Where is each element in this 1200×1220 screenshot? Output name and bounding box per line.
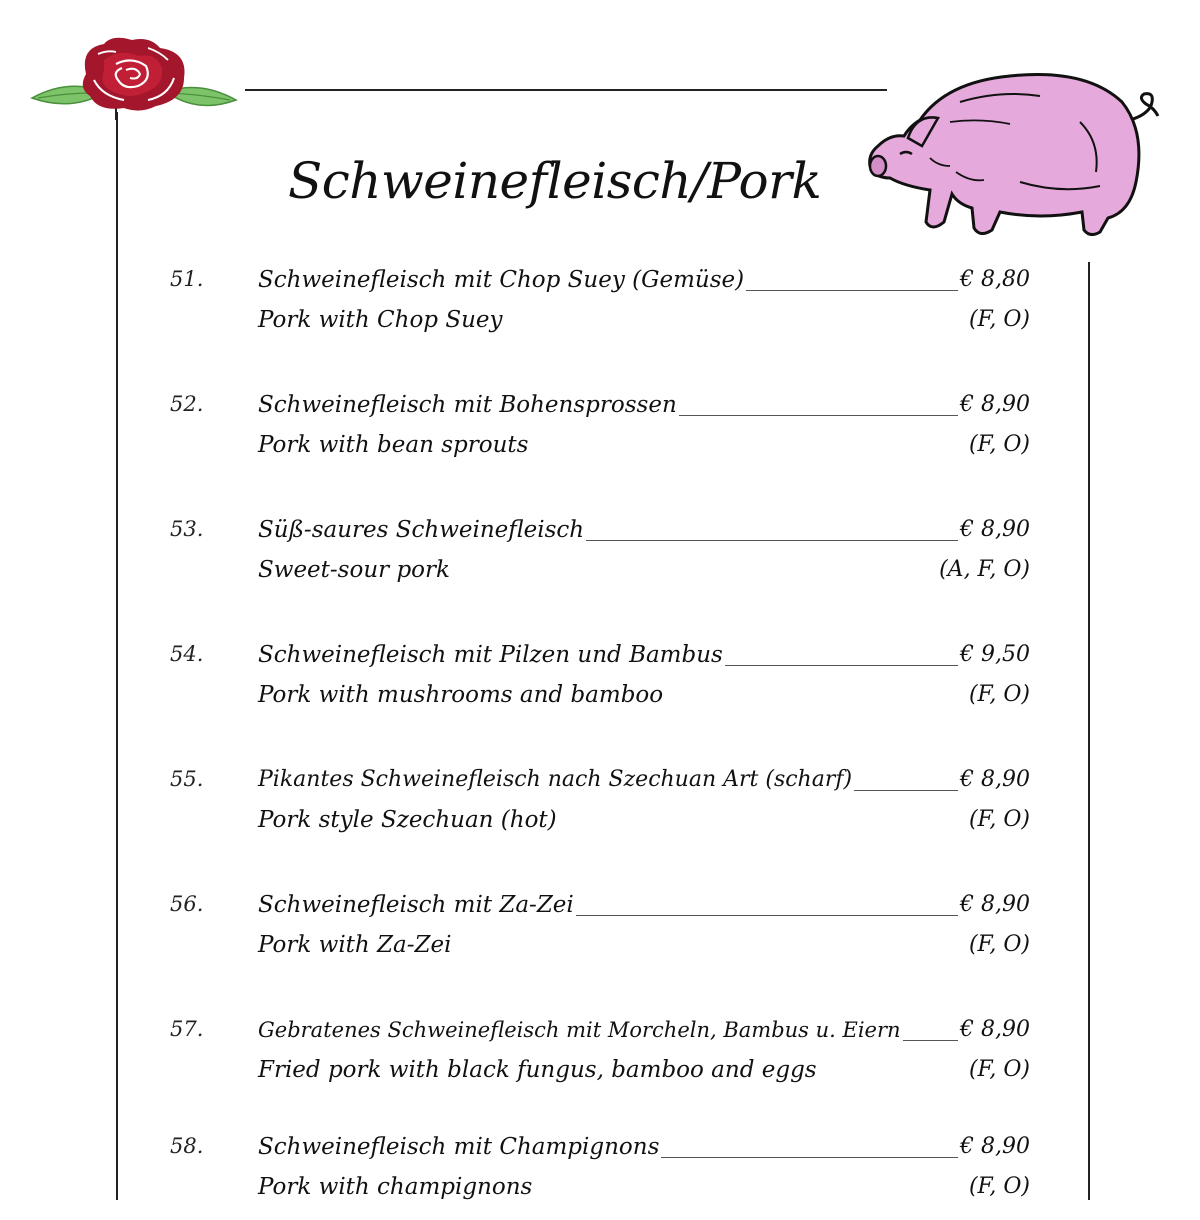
item-number: 58. [170,1134,204,1158]
item-number: 52. [170,392,204,416]
item-line-german [258,513,1030,545]
menu-item [0,513,1200,603]
menu-item [0,888,1200,978]
item-number: 55. [170,767,204,791]
item-name-german: Schweinefleisch mit Chop Suey (Gemüse) [258,267,745,293]
item-price: € 8,90 [960,892,1030,917]
item-number: 51. [170,267,204,291]
item-name-german: Schweinefleisch mit Bohensprossen [258,392,677,418]
item-line-german [258,638,1030,670]
item-line-english [258,678,1030,710]
item-line-english [258,428,1030,460]
item-line-english [258,1053,1030,1085]
leader-line [903,1039,958,1041]
item-price: € 8,90 [960,517,1030,542]
leader-line [725,664,958,666]
item-price: € 8,90 [960,1017,1030,1042]
item-line-english [258,1170,1030,1202]
item-name-english: Fried pork with black fungus, bamboo and eggs [258,1057,817,1083]
item-line-english [258,928,1030,960]
item-number: 54. [170,642,204,666]
item-line-german [258,263,1030,295]
item-name-german: Schweinefleisch mit Pilzen und Bambus [258,642,723,668]
item-name-english: Pork with champignons [258,1174,533,1200]
item-price: € 8,90 [960,1134,1030,1159]
leader-line [679,414,958,416]
item-name-german: Pikantes Schweinefleisch nach Szechuan Art (scharf) [258,767,853,792]
item-allergens: (F, O) [968,807,1030,832]
item-allergens: (F, O) [968,1174,1030,1199]
item-name-english: Pork with bean sprouts [258,432,529,458]
leader-line [661,1156,958,1158]
item-name-english: Sweet-sour pork [258,557,450,583]
item-name-english: Pork style Szechuan (hot) [258,807,557,833]
item-name-german: Gebratenes Schweinefleisch mit Morcheln, Bambus u. Eiern [258,1018,901,1042]
item-price: € 8,90 [960,392,1030,417]
item-line-german [258,388,1030,420]
item-allergens: (A, F, O) [939,557,1030,582]
item-line-german [258,888,1030,920]
item-name-english: Pork with Chop Suey [258,307,503,333]
item-allergens: (F, O) [968,1057,1030,1082]
item-price: € 9,50 [960,642,1030,667]
leader-line [746,289,958,291]
item-number: 56. [170,892,204,916]
leader-line [854,789,958,791]
item-line-german [258,763,1030,795]
menu-item [0,1130,1200,1220]
item-allergens: (F, O) [968,307,1030,332]
item-allergens: (F, O) [968,682,1030,707]
item-price: € 8,80 [960,267,1030,292]
item-name-german: Schweinefleisch mit Champignons [258,1134,660,1160]
item-name-english: Pork with Za-Zei [258,932,452,958]
menu-item [0,388,1200,478]
menu-item [0,763,1200,853]
menu-item [0,263,1200,353]
item-line-german [258,1130,1030,1162]
page-title: Schweinefleisch/Pork [288,152,822,210]
item-line-english [258,803,1030,835]
item-name-english: Pork with mushrooms and bamboo [258,682,664,708]
menu-item [0,638,1200,728]
menu-item [0,1013,1200,1103]
item-number: 57. [170,1017,204,1041]
item-price: € 8,90 [960,767,1030,792]
item-line-english [258,303,1030,335]
item-number: 53. [170,517,204,541]
item-line-german [258,1013,1030,1045]
leader-line [586,539,958,541]
leader-line [576,914,958,916]
item-line-english [258,553,1030,585]
item-allergens: (F, O) [968,932,1030,957]
item-allergens: (F, O) [968,432,1030,457]
item-name-german: Süß-saures Schweinefleisch [258,517,585,543]
item-name-german: Schweinefleisch mit Za-Zei [258,892,574,918]
